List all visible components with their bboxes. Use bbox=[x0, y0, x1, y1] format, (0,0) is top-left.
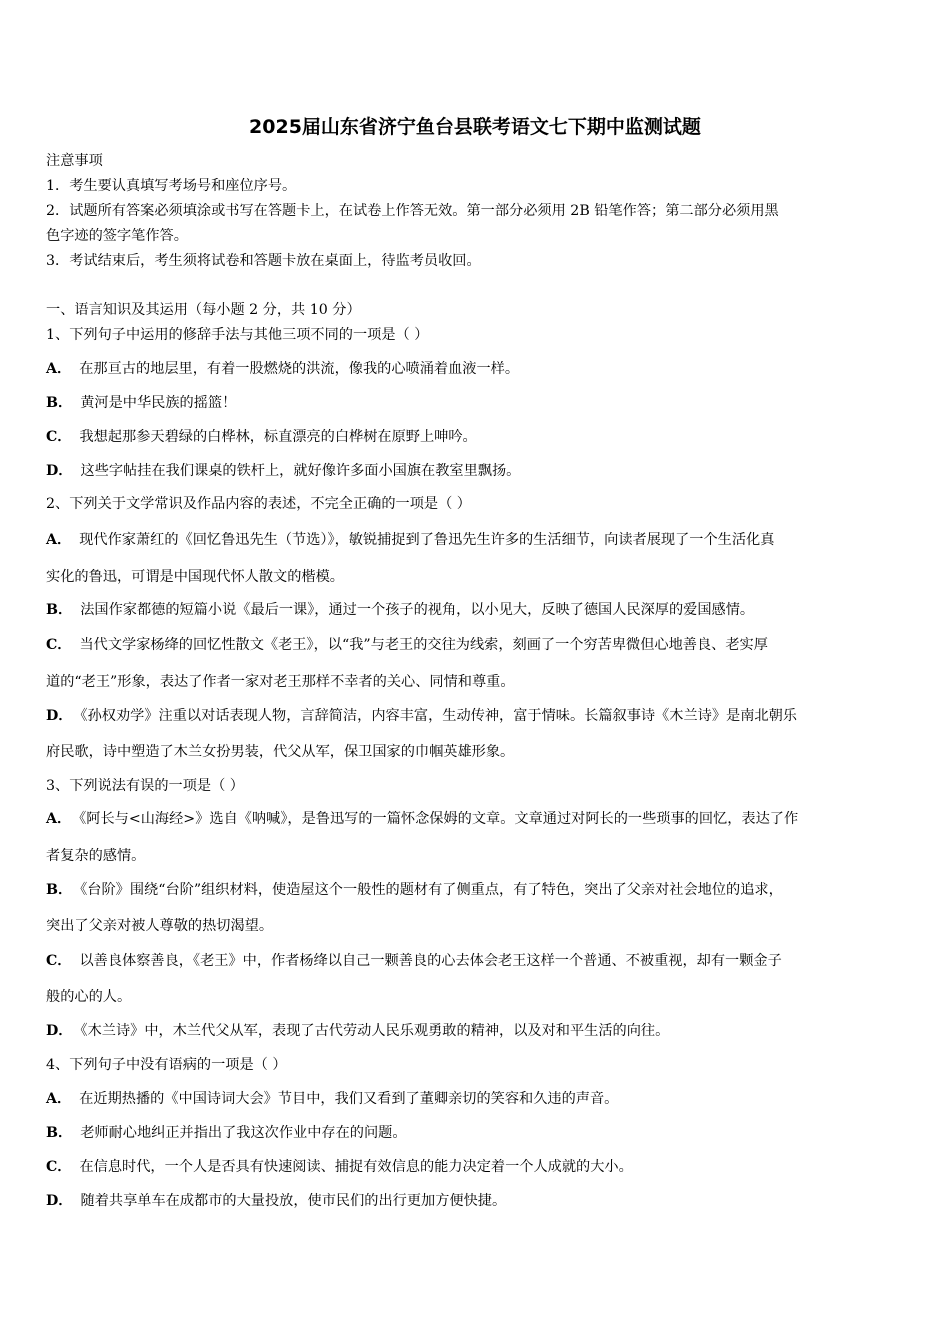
option-line bbox=[46, 1158, 910, 1176]
option-text: 黄河是中华民族的摇篮！ bbox=[80, 395, 237, 411]
option-continuation: 者复杂的感情。 bbox=[46, 848, 146, 864]
option-line bbox=[46, 952, 910, 970]
option-text: 当代文学家杨绛的回忆性散文《老王》，以“我”与老王的交往为线索，刻画了一个穷苦卑微但心地善良、老实厚 bbox=[79, 637, 768, 653]
option-continuation: 实化的鲁迅，可谓是中国现代怀人散文的楷模。 bbox=[46, 569, 344, 585]
question-stem: 4、下列句子中没有语病的一项是（ ） bbox=[46, 1057, 287, 1073]
option-key: D． bbox=[46, 1193, 73, 1209]
option-text: 随着共享单车在成都市的大量投放，使市民们的出行更加方便快捷。 bbox=[80, 1193, 507, 1209]
option-line bbox=[46, 360, 910, 378]
notice-item: 1．考生要认真填写考场号和座位序号。 bbox=[46, 178, 297, 194]
option-key: B． bbox=[46, 602, 73, 618]
option-line bbox=[46, 531, 910, 549]
option-key: C． bbox=[46, 1159, 72, 1175]
option-line bbox=[46, 810, 910, 828]
option-text: 老师耐心地纠正并指出了我这次作业中存在的问题。 bbox=[80, 1125, 407, 1141]
notice-item: 色字迹的签字笔作答。 bbox=[46, 228, 188, 244]
option-key: D． bbox=[46, 708, 73, 724]
option-key: B． bbox=[46, 882, 73, 898]
option-line bbox=[46, 601, 910, 619]
option-text: 《阿长与<山海经>》选自《呐喊》，是鲁迅写的一篇怀念保姆的文章。文章通过对阿长的一些琐事的回忆，表达了作 bbox=[79, 811, 799, 827]
option-key: A． bbox=[46, 361, 72, 377]
question-stem: 3、下列说法有误的一项是（ ） bbox=[46, 778, 244, 794]
option-key: D． bbox=[46, 463, 73, 479]
option-key: C． bbox=[46, 637, 72, 653]
question-stem: 1、下列句子中运用的修辞手法与其他三项不同的一项是（ ） bbox=[46, 327, 429, 343]
option-text: 现代作家萧红的《回忆鲁迅先生（节选）》，敏锐捕捉到了鲁迅先生许多的生活细节，向读者展现了一个生活化真 bbox=[79, 532, 775, 548]
section-heading: 一、语言知识及其运用（每小题 2 分，共 10 分） bbox=[46, 302, 361, 318]
option-line bbox=[46, 428, 910, 446]
option-key: B． bbox=[46, 395, 73, 411]
option-line bbox=[46, 394, 910, 412]
option-key: A． bbox=[46, 1091, 72, 1107]
option-key: B． bbox=[46, 1125, 73, 1141]
option-key: C． bbox=[46, 953, 72, 969]
option-line bbox=[46, 462, 910, 480]
notice-heading: 注意事项 bbox=[46, 153, 103, 169]
option-continuation: 道的“老王”形象，表达了作者一家对老王那样不幸者的关心、同情和尊重。 bbox=[46, 674, 515, 690]
notice-item: 2．试题所有答案必须填涂或书写在答题卡上，在试卷上作答无效。第一部分必须用 2B 铅笔作答；第二部分必须用黑 bbox=[46, 203, 779, 219]
option-text: 在近期热播的《中国诗词大会》节目中，我们又看到了董卿亲切的笑容和久违的声音。 bbox=[79, 1091, 619, 1107]
option-text: 这些字帖挂在我们课桌的铁杆上，就好像许多面小国旗在教室里飘扬。 bbox=[80, 463, 521, 479]
option-text: 《孙权劝学》注重以对话表现人物，言辞简洁，内容丰富，生动传神，富于情味。长篇叙事诗《木兰诗》是南北朝乐 bbox=[80, 708, 797, 724]
option-line bbox=[46, 1022, 910, 1040]
option-continuation: 府民歌，诗中塑造了木兰女扮男装，代父从军，保卫国家的巾帼英雄形象。 bbox=[46, 744, 515, 760]
option-key: D． bbox=[46, 1023, 73, 1039]
option-line bbox=[46, 1090, 910, 1108]
option-continuation: 突出了父亲对被人尊敬的热切渴望。 bbox=[46, 918, 274, 934]
option-text: 《木兰诗》中，木兰代父从军，表现了古代劳动人民乐观勇敢的精神，以及对和平生活的向往。 bbox=[80, 1023, 670, 1039]
page-title: 2025届山东省济宁鱼台县联考语文七下期中监测试题 bbox=[249, 116, 701, 138]
option-text: 以善良体察善良，《老王》中，作者杨绛以自己一颗善良的心去体会老王这样一个普通、不被重视，却有一颗金子 bbox=[79, 953, 782, 969]
option-line bbox=[46, 707, 910, 725]
notice-item: 3．考试结束后，考生须将试卷和答题卡放在桌面上，待监考员收回。 bbox=[46, 253, 481, 269]
option-key: C． bbox=[46, 429, 72, 445]
option-text: 法国作家都德的短篇小说《最后一课》，通过一个孩子的视角，以小见大，反映了德国人民深厚的爱国感情。 bbox=[80, 602, 755, 618]
option-line bbox=[46, 1124, 910, 1142]
option-key: A． bbox=[46, 811, 72, 827]
option-continuation: 般的心的人。 bbox=[46, 989, 132, 1005]
option-key: A． bbox=[46, 532, 72, 548]
option-line bbox=[46, 636, 910, 654]
option-line bbox=[46, 1192, 910, 1210]
option-line bbox=[46, 881, 910, 899]
option-text: 在信息时代，一个人是否具有快速阅读、捕捉有效信息的能力决定着一个人成就的大小。 bbox=[79, 1159, 633, 1175]
option-text: 我想起那参天碧绿的白桦林，标直漂亮的白桦树在原野上呻吟。 bbox=[79, 429, 477, 445]
question-stem: 2、下列关于文学常识及作品内容的表述，不完全正确的一项是（ ） bbox=[46, 496, 471, 512]
option-text: 《台阶》围绕“台阶”组织材料，使造屋这个一般性的题材有了侧重点，有了特色，突出了父亲对社会地位的追求， bbox=[80, 882, 783, 898]
option-text: 在那亘古的地层里，有着一股燃烧的洪流，像我的心喷涌着血液一样。 bbox=[79, 361, 520, 377]
